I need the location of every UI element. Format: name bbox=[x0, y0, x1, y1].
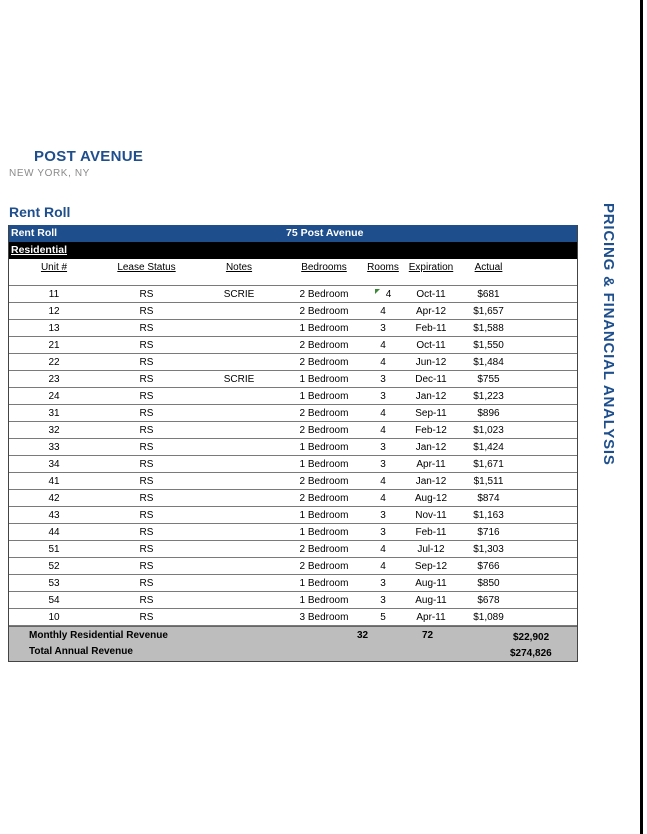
cell-status: RS bbox=[99, 592, 194, 609]
table-row bbox=[9, 558, 577, 575]
cell-actual: $1,550 bbox=[460, 337, 517, 354]
cell-bedrooms: 1 Bedroom bbox=[284, 439, 364, 456]
table-row bbox=[9, 524, 577, 541]
cell-status: RS bbox=[99, 456, 194, 473]
cell-notes bbox=[194, 422, 284, 439]
cell-notes bbox=[194, 558, 284, 575]
cell-notes bbox=[194, 439, 284, 456]
cell-bedrooms: 2 Bedroom bbox=[284, 405, 364, 422]
comment-marker-icon bbox=[375, 289, 380, 294]
table-row bbox=[9, 320, 577, 337]
property-location: NEW YORK, NY bbox=[9, 168, 90, 179]
cell-bedrooms: 2 Bedroom bbox=[284, 490, 364, 507]
cell-status: RS bbox=[99, 507, 194, 524]
cell-expiration: Feb-11 bbox=[402, 524, 460, 541]
cell-actual: $1,511 bbox=[460, 473, 517, 490]
cell-rooms: 4 bbox=[364, 337, 402, 354]
cell-rooms: 4 bbox=[364, 541, 402, 558]
table-row bbox=[9, 388, 577, 405]
cell-rooms: 4 bbox=[364, 473, 402, 490]
cell-bedrooms: 2 Bedroom bbox=[284, 558, 364, 575]
cell-bedrooms: 2 Bedroom bbox=[284, 422, 364, 439]
sheet-title-bar bbox=[9, 225, 577, 242]
table-row bbox=[9, 354, 577, 371]
cell-status: RS bbox=[99, 558, 194, 575]
cell-actual: $1,223 bbox=[460, 388, 517, 405]
rent-roll-sheet bbox=[8, 225, 578, 662]
table-row bbox=[9, 286, 577, 303]
cell-actual: $1,023 bbox=[460, 422, 517, 439]
cell-bedrooms: 2 Bedroom bbox=[284, 473, 364, 490]
cell-notes bbox=[194, 405, 284, 422]
rooms-total: 72 bbox=[422, 630, 434, 641]
cell-expiration: Oct-11 bbox=[402, 286, 460, 303]
cell-notes bbox=[194, 507, 284, 524]
sheet-title-center: 75 Post Avenue bbox=[286, 227, 364, 239]
cell-unit: 44 bbox=[9, 524, 99, 541]
cell-status: RS bbox=[99, 354, 194, 371]
cell-expiration: Feb-11 bbox=[402, 320, 460, 337]
sheet-title-left: Rent Roll bbox=[11, 227, 58, 239]
cell-rooms: 3 bbox=[364, 507, 402, 524]
column-header: Expiration bbox=[408, 261, 454, 273]
annual-revenue-value: $274,826 bbox=[510, 648, 552, 659]
cell-notes bbox=[194, 354, 284, 371]
cell-actual: $850 bbox=[460, 575, 517, 592]
cell-unit: 52 bbox=[9, 558, 99, 575]
cell-expiration: Aug-11 bbox=[402, 575, 460, 592]
cell-status: RS bbox=[99, 337, 194, 354]
cell-unit: 11 bbox=[9, 286, 99, 303]
cell-unit: 42 bbox=[9, 490, 99, 507]
cell-rooms: 3 bbox=[364, 320, 402, 337]
cell-notes bbox=[194, 473, 284, 490]
cell-unit: 23 bbox=[9, 371, 99, 388]
cell-notes bbox=[194, 303, 284, 320]
cell-expiration: Apr-11 bbox=[402, 456, 460, 473]
table-row bbox=[9, 337, 577, 354]
cell-unit: 51 bbox=[9, 541, 99, 558]
cell-unit: 13 bbox=[9, 320, 99, 337]
cell-expiration: Jan-12 bbox=[402, 388, 460, 405]
cell-actual: $1,671 bbox=[460, 456, 517, 473]
cell-actual: $1,424 bbox=[460, 439, 517, 456]
cell-rooms: 3 bbox=[364, 439, 402, 456]
cell-expiration: Apr-11 bbox=[402, 609, 460, 626]
cell-unit: 54 bbox=[9, 592, 99, 609]
cell-expiration: Nov-11 bbox=[402, 507, 460, 524]
table-row bbox=[9, 422, 577, 439]
cell-status: RS bbox=[99, 439, 194, 456]
cell-actual: $896 bbox=[460, 405, 517, 422]
table-row bbox=[9, 405, 577, 422]
cell-status: RS bbox=[99, 371, 194, 388]
cell-status: RS bbox=[99, 303, 194, 320]
cell-notes bbox=[194, 609, 284, 626]
cell-unit: 24 bbox=[9, 388, 99, 405]
cell-status: RS bbox=[99, 575, 194, 592]
cell-expiration: Aug-12 bbox=[402, 490, 460, 507]
cell-expiration: Sep-12 bbox=[402, 558, 460, 575]
cell-rooms bbox=[364, 286, 402, 303]
rent-roll-table bbox=[9, 259, 577, 626]
cell-status: RS bbox=[99, 524, 194, 541]
cell-unit: 12 bbox=[9, 303, 99, 320]
cell-actual: $681 bbox=[460, 286, 517, 303]
cell-rooms: 4 bbox=[364, 405, 402, 422]
cell-unit: 53 bbox=[9, 575, 99, 592]
cell-status: RS bbox=[99, 541, 194, 558]
table-row bbox=[9, 592, 577, 609]
cell-actual: $1,588 bbox=[460, 320, 517, 337]
cell-actual: $1,484 bbox=[460, 354, 517, 371]
cell-bedrooms: 2 Bedroom bbox=[284, 303, 364, 320]
cell-actual: $1,303 bbox=[460, 541, 517, 558]
table-row bbox=[9, 473, 577, 490]
column-header: Actual bbox=[474, 261, 503, 273]
cell-actual: $755 bbox=[460, 371, 517, 388]
cell-status: RS bbox=[99, 286, 194, 303]
cell-rooms: 4 bbox=[364, 354, 402, 371]
cell-unit: 43 bbox=[9, 507, 99, 524]
column-header: Bedrooms bbox=[301, 261, 347, 273]
table-row bbox=[9, 303, 577, 320]
monthly-revenue-label: Monthly Residential Revenue bbox=[29, 630, 168, 641]
cell-notes bbox=[194, 320, 284, 337]
cell-bedrooms: 2 Bedroom bbox=[284, 541, 364, 558]
cell-actual: $1,657 bbox=[460, 303, 517, 320]
column-header: Notes bbox=[225, 261, 253, 273]
cell-bedrooms: 1 Bedroom bbox=[284, 371, 364, 388]
cell-bedrooms: 2 Bedroom bbox=[284, 337, 364, 354]
cell-actual: $716 bbox=[460, 524, 517, 541]
column-header: Rooms bbox=[367, 261, 399, 273]
cell-notes bbox=[194, 592, 284, 609]
cell-rooms: 3 bbox=[364, 575, 402, 592]
cell-expiration: Oct-11 bbox=[402, 337, 460, 354]
cell-bedrooms: 1 Bedroom bbox=[284, 524, 364, 541]
cell-notes bbox=[194, 337, 284, 354]
table-row bbox=[9, 507, 577, 524]
cell-rooms: 4 bbox=[364, 490, 402, 507]
cell-value: 4 bbox=[385, 288, 392, 300]
cell-actual: $766 bbox=[460, 558, 517, 575]
cell-rooms: 5 bbox=[364, 609, 402, 626]
cell-bedrooms: 2 Bedroom bbox=[284, 286, 364, 303]
monthly-revenue-value: $22,902 bbox=[513, 632, 550, 643]
table-row bbox=[9, 456, 577, 473]
cell-expiration: Aug-11 bbox=[402, 592, 460, 609]
spacer-row bbox=[9, 275, 577, 286]
cell-unit: 10 bbox=[9, 609, 99, 626]
table-row bbox=[9, 609, 577, 626]
cell-unit: 41 bbox=[9, 473, 99, 490]
cell-actual: $678 bbox=[460, 592, 517, 609]
cell-rooms: 4 bbox=[364, 422, 402, 439]
cell-rooms: 4 bbox=[364, 303, 402, 320]
table-row bbox=[9, 541, 577, 558]
cell-notes bbox=[194, 388, 284, 405]
cell-rooms: 3 bbox=[364, 456, 402, 473]
cell-expiration: Jun-12 bbox=[402, 354, 460, 371]
side-section-label: PRICING & FINANCIAL ANALYSIS bbox=[600, 203, 617, 466]
totals-footer bbox=[9, 626, 577, 661]
cell-unit: 33 bbox=[9, 439, 99, 456]
column-header: Unit # bbox=[40, 261, 68, 273]
cell-status: RS bbox=[99, 405, 194, 422]
cell-bedrooms: 1 Bedroom bbox=[284, 456, 364, 473]
category-bar bbox=[9, 242, 577, 259]
cell-expiration: Jan-12 bbox=[402, 473, 460, 490]
table-row bbox=[9, 439, 577, 456]
cell-bedrooms: 1 Bedroom bbox=[284, 320, 364, 337]
cell-status: RS bbox=[99, 490, 194, 507]
cell-unit: 32 bbox=[9, 422, 99, 439]
cell-unit: 21 bbox=[9, 337, 99, 354]
cell-actual: $874 bbox=[460, 490, 517, 507]
cell-status: RS bbox=[99, 320, 194, 337]
cell-rooms: 3 bbox=[364, 592, 402, 609]
cell-actual: $1,089 bbox=[460, 609, 517, 626]
annual-revenue-label: Total Annual Revenue bbox=[29, 646, 133, 657]
cell-expiration: Sep-11 bbox=[402, 405, 460, 422]
cell-notes bbox=[194, 575, 284, 592]
cell-expiration: Apr-12 bbox=[402, 303, 460, 320]
cell-expiration: Dec-11 bbox=[402, 371, 460, 388]
cell-bedrooms: 1 Bedroom bbox=[284, 592, 364, 609]
cell-notes: SCRIE bbox=[194, 371, 284, 388]
cell-rooms: 3 bbox=[364, 371, 402, 388]
cell-bedrooms: 2 Bedroom bbox=[284, 354, 364, 371]
column-header-row bbox=[9, 259, 577, 275]
cell-bedrooms: 3 Bedroom bbox=[284, 609, 364, 626]
cell-status: RS bbox=[99, 609, 194, 626]
cell-status: RS bbox=[99, 473, 194, 490]
cell-expiration: Jul-12 bbox=[402, 541, 460, 558]
cell-bedrooms: 1 Bedroom bbox=[284, 507, 364, 524]
table-row bbox=[9, 575, 577, 592]
section-title: Rent Roll bbox=[9, 204, 71, 220]
cell-notes bbox=[194, 456, 284, 473]
cell-unit: 34 bbox=[9, 456, 99, 473]
cell-bedrooms: 1 Bedroom bbox=[284, 388, 364, 405]
table-row bbox=[9, 490, 577, 507]
table-row bbox=[9, 371, 577, 388]
bedrooms-total: 32 bbox=[357, 630, 369, 641]
cell-actual: $1,163 bbox=[460, 507, 517, 524]
cell-status: RS bbox=[99, 422, 194, 439]
cell-unit: 22 bbox=[9, 354, 99, 371]
cell-expiration: Jan-12 bbox=[402, 439, 460, 456]
cell-expiration: Feb-12 bbox=[402, 422, 460, 439]
cell-notes bbox=[194, 524, 284, 541]
property-name: POST AVENUE bbox=[34, 148, 144, 165]
column-header: Lease Status bbox=[117, 261, 176, 273]
cell-rooms: 3 bbox=[364, 524, 402, 541]
cell-notes bbox=[194, 490, 284, 507]
cell-bedrooms: 1 Bedroom bbox=[284, 575, 364, 592]
cell-unit: 31 bbox=[9, 405, 99, 422]
cell-rooms: 3 bbox=[364, 388, 402, 405]
category-label: Residential bbox=[11, 244, 68, 256]
cell-rooms: 4 bbox=[364, 558, 402, 575]
page-right-border bbox=[640, 0, 643, 834]
cell-status: RS bbox=[99, 388, 194, 405]
cell-notes: SCRIE bbox=[194, 286, 284, 303]
cell-notes bbox=[194, 541, 284, 558]
